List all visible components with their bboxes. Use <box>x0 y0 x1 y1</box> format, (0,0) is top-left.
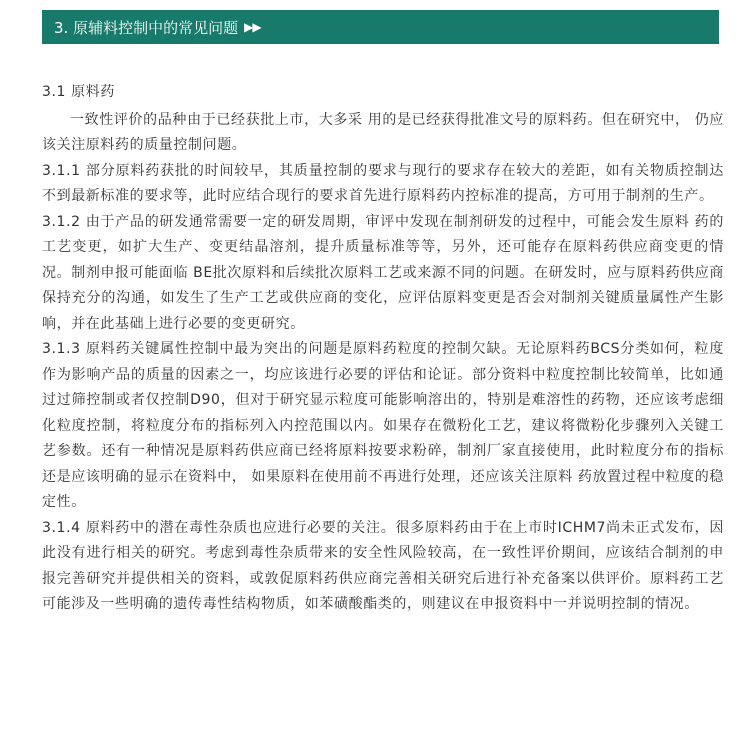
subsection-heading: 3.1 原料药 <box>42 84 115 100</box>
paragraph-3-1-2: 3.1.2 由于产品的研发通常需要一定的研发周期，审评中发现在制剂研发的过程中，可能会发生原料 药的工艺变更，如扩大生产、变更结晶溶剂，提升质量标准等等，另外，还可能存在原料药供应商变更的情况。制剂申报可能面临 BE批次原料和后续批次原料工艺或来源不同的问题。在研发时，应与原料药供应商保持充分的沟通，如发生了生产工艺或供应商的变化，应评估原料变更是否会对制剂关键质量属性产生影响，并在此基础上进行必要的变更研究。 <box>42 213 724 332</box>
document-body <box>42 80 724 618</box>
section-title: 3. 原辅料控制中的常见问题 <box>54 18 239 37</box>
section-header <box>42 10 719 44</box>
paragraph-3-1-4: 3.1.4 原料药中的潜在毒性杂质也应进行必要的关注。很多原料药由于在上市时ICHM7尚未正式发布，因此没有进行相关的研究。考虑到毒性杂质带来的安全性风险较高，在一致性评价期间，应该结合制剂的申报完善研究并提供相关的资料，或敦促原料药供应商完善相关研究后进行补充备案以供评价。原料药工艺可能涉及一些明确的遗传毒性结构物质，如苯磺酸酯类的，则建议在申报资料中一并说明控制的情况。 <box>42 519 724 612</box>
intro-paragraph: 一致性评价的品种由于已经获批上市，大多采 用的是已经获得批准文号的原料药。但在研究中， 仍应该关注原料药的质量控制问题。 <box>42 111 724 153</box>
paragraph-3-1-3: 3.1.3 原料药关键属性控制中最为突出的问题是原料药粒度的控制欠缺。无论原料药BCS分类如何，粒度作为影响产品的质量的因素之一，均应该进行必要的评估和论证。部分资料中粒度控制比较简单，比如通过过筛控制或者仅控制D90，但对于研究显示粒度可能影响溶出的，特别是难溶性的药物，还应该考虑细化粒度控制，将粒度分布的指标列入内控范围以内。如果存在微粉化工艺，建议将微粉化步骤列入关键工艺参数。还有一种情况是原料药供应商已经将原料按要求粉碎，制剂厂家直接使用，此时粒度分布的指标还是应该明确的显示在资料中， 如果原料在使用前不再进行处理，还应该关注原料 药放置过程中粒度的稳定性。 <box>42 341 724 510</box>
paragraph-3-1-1: 3.1.1 部分原料药获批的时间较早，其质量控制的要求与现行的要求存在较大的差距，如有关物质控制达不到最新标准的要求等，此时应结合现行的要求首先进行原料药内控标准的提高，方可用于制剂的生产。 <box>42 162 724 204</box>
double-arrow-icon: ▶▶ <box>244 20 261 34</box>
